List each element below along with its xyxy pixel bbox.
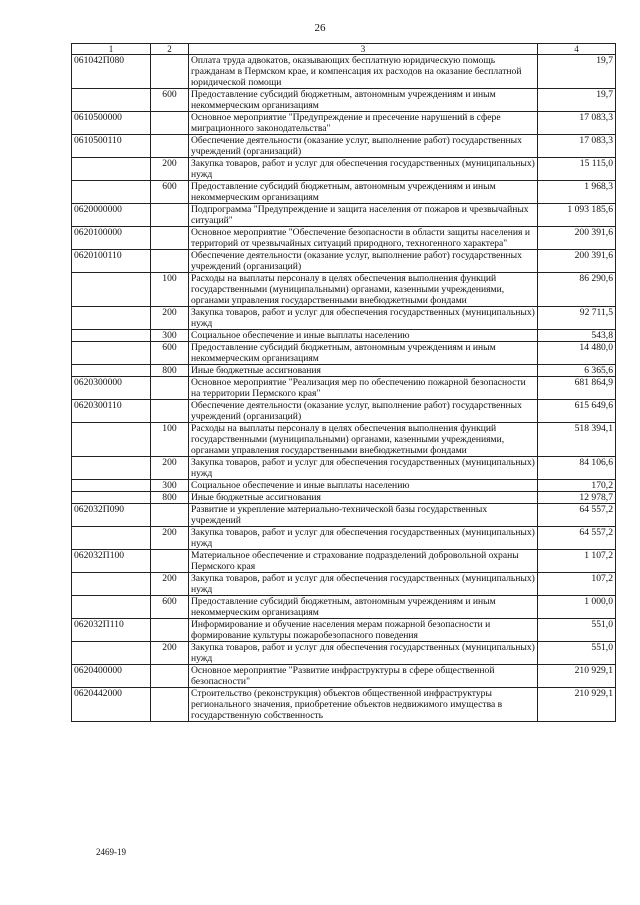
table-row: [72, 112, 616, 135]
row-amount: 84 106,6: [538, 457, 616, 480]
column-header-3: 3: [189, 44, 538, 55]
row-description: Иные бюджетные ассигнования: [189, 365, 538, 377]
table-row: [72, 204, 616, 227]
table-row: [72, 158, 616, 181]
row-amount: 1 968,3: [538, 181, 616, 204]
table-row: [72, 307, 616, 330]
row-expense-type: [151, 112, 189, 135]
table-row: [72, 400, 616, 423]
row-amount: 1 000,0: [538, 596, 616, 619]
row-description: Закупка товаров, работ и услуг для обеспечения государственных (муниципальных) нужд: [189, 573, 538, 596]
row-amount: 518 394,1: [538, 423, 616, 457]
page-number: 26: [314, 22, 326, 34]
row-code: 0620300110: [72, 400, 151, 423]
row-amount: 200 391,6: [538, 250, 616, 273]
row-amount: 210 929,1: [538, 665, 616, 688]
row-expense-type: 600: [151, 181, 189, 204]
table-row: [72, 492, 616, 504]
row-expense-type: 600: [151, 342, 189, 365]
table-row: [72, 273, 616, 307]
budget-table: [71, 43, 616, 722]
column-header-4: 4: [538, 44, 616, 55]
table-row: [72, 423, 616, 457]
row-description: Предоставление субсидий бюджетным, автономным учреждениям и иным некоммерческим организациям: [189, 181, 538, 204]
row-description: Обеспечение деятельности (оказание услуг, выполнение работ) государственных учреждений (организаций): [189, 250, 538, 273]
row-description: Социальное обеспечение и иные выплаты населению: [189, 330, 538, 342]
row-expense-type: [151, 550, 189, 573]
row-description: Закупка товаров, работ и услуг для обеспечения государственных (муниципальных) нужд: [189, 158, 538, 181]
table-row: [72, 250, 616, 273]
row-code: [72, 158, 151, 181]
row-code: [72, 307, 151, 330]
row-expense-type: 300: [151, 480, 189, 492]
table-row: [72, 527, 616, 550]
table-row: [72, 642, 616, 665]
table-row: [72, 573, 616, 596]
row-expense-type: [151, 204, 189, 227]
row-code: 0620100000: [72, 227, 151, 250]
row-expense-type: [151, 135, 189, 158]
table-row: [72, 550, 616, 573]
row-expense-type: 800: [151, 365, 189, 377]
row-amount: 64 557,2: [538, 527, 616, 550]
row-amount: 19,7: [538, 55, 616, 89]
row-description: Иные бюджетные ассигнования: [189, 492, 538, 504]
row-expense-type: 100: [151, 273, 189, 307]
row-description: Расходы на выплаты персоналу в целях обеспечения выполнения функций государственными (муниципальными) органами, казенными учреждениями, органами управления государственными внебюджетными фондами: [189, 423, 538, 457]
row-expense-type: [151, 504, 189, 527]
row-expense-type: 800: [151, 492, 189, 504]
row-description: Предоставление субсидий бюджетным, автономным учреждениям и иным некоммерческим организациям: [189, 89, 538, 112]
row-expense-type: 200: [151, 573, 189, 596]
row-amount: 64 557,2: [538, 504, 616, 527]
row-expense-type: [151, 619, 189, 642]
row-code: 062032П090: [72, 504, 151, 527]
row-expense-type: [151, 400, 189, 423]
row-code: [72, 89, 151, 112]
row-code: 0620000000: [72, 204, 151, 227]
row-expense-type: [151, 250, 189, 273]
row-description: Закупка товаров, работ и услуг для обеспечения государственных (муниципальных) нужд: [189, 307, 538, 330]
row-description: Обеспечение деятельности (оказание услуг, выполнение работ) государственных учреждений (организаций): [189, 135, 538, 158]
row-description: Закупка товаров, работ и услуг для обеспечения государственных (муниципальных) нужд: [189, 457, 538, 480]
row-code: [72, 457, 151, 480]
row-amount: 92 711,5: [538, 307, 616, 330]
row-expense-type: 100: [151, 423, 189, 457]
row-code: 0610500000: [72, 112, 151, 135]
row-code: [72, 273, 151, 307]
row-code: 0610500110: [72, 135, 151, 158]
table-row: [72, 457, 616, 480]
row-amount: 551,0: [538, 642, 616, 665]
row-expense-type: [151, 688, 189, 722]
table-row: [72, 619, 616, 642]
table-row: [72, 504, 616, 527]
row-expense-type: 600: [151, 89, 189, 112]
row-description: Развитие и укрепление материально-технической базы государственных учреждений: [189, 504, 538, 527]
row-code: 061042П080: [72, 55, 151, 89]
table-header-row: [72, 44, 616, 55]
row-description: Подпрограмма "Предупреждение и защита населения от пожаров и чрезвычайных ситуаций": [189, 204, 538, 227]
row-amount: 551,0: [538, 619, 616, 642]
table-row: [72, 227, 616, 250]
document-code: 2469-19: [96, 847, 126, 857]
row-amount: 6 365,6: [538, 365, 616, 377]
row-amount: 170,2: [538, 480, 616, 492]
row-amount: 19,7: [538, 89, 616, 112]
row-expense-type: 200: [151, 642, 189, 665]
row-expense-type: 200: [151, 307, 189, 330]
table-row: [72, 480, 616, 492]
row-description: Основное мероприятие "Обеспечение безопасности в области защиты населения и территорий от чрезвычайных ситуаций природного, техногенного характера": [189, 227, 538, 250]
row-description: Строительство (реконструкция) объектов общественной инфраструктуры регионального значения, приобретение объектов недвижимого имущества в государственную собственность: [189, 688, 538, 722]
row-description: Расходы на выплаты персоналу в целях обеспечения выполнения функций государственными (муниципальными) органами, казенными учреждениями, органами управления государственными внебюджетными фондами: [189, 273, 538, 307]
row-description: Основное мероприятие "Предупреждение и пресечение нарушений в сфере миграционного законодательства": [189, 112, 538, 135]
row-description: Предоставление субсидий бюджетным, автономным учреждениям и иным некоммерческим организациям: [189, 342, 538, 365]
row-amount: 200 391,6: [538, 227, 616, 250]
row-description: Информирование и обучение населения мерам пожарной безопасности и формирование культуры пожаробезопасного поведения: [189, 619, 538, 642]
column-header-2: 2: [151, 44, 189, 55]
row-description: Закупка товаров, работ и услуг для обеспечения государственных (муниципальных) нужд: [189, 527, 538, 550]
row-code: [72, 342, 151, 365]
table-row: [72, 665, 616, 688]
row-code: 0620442000: [72, 688, 151, 722]
row-code: [72, 642, 151, 665]
row-description: Обеспечение деятельности (оказание услуг, выполнение работ) государственных учреждений (организаций): [189, 400, 538, 423]
table-row: [72, 377, 616, 400]
row-amount: 1 093 185,6: [538, 204, 616, 227]
row-amount: 86 290,6: [538, 273, 616, 307]
row-expense-type: [151, 665, 189, 688]
row-amount: 17 083,3: [538, 135, 616, 158]
row-amount: 12 978,7: [538, 492, 616, 504]
row-amount: 107,2: [538, 573, 616, 596]
row-code: [72, 330, 151, 342]
table-row: [72, 55, 616, 89]
row-code: 0620100110: [72, 250, 151, 273]
row-expense-type: 200: [151, 457, 189, 480]
table-row: [72, 181, 616, 204]
row-expense-type: [151, 377, 189, 400]
table-row: [72, 135, 616, 158]
table-row: [72, 688, 616, 722]
row-amount: 15 115,0: [538, 158, 616, 181]
table-row: [72, 342, 616, 365]
row-expense-type: 200: [151, 527, 189, 550]
row-code: [72, 365, 151, 377]
row-amount: 543,8: [538, 330, 616, 342]
row-description: Социальное обеспечение и иные выплаты населению: [189, 480, 538, 492]
row-description: Предоставление субсидий бюджетным, автономным учреждениям и иным некоммерческим организациям: [189, 596, 538, 619]
table-row: [72, 365, 616, 377]
row-expense-type: 600: [151, 596, 189, 619]
row-code: [72, 480, 151, 492]
row-code: [72, 527, 151, 550]
table-row: [72, 596, 616, 619]
row-code: 0620300000: [72, 377, 151, 400]
row-amount: 615 649,6: [538, 400, 616, 423]
row-description: Материальное обеспечение и страхование подразделений добровольной охраны Пермского края: [189, 550, 538, 573]
row-code: [72, 573, 151, 596]
row-description: Основное мероприятие "Реализация мер по обеспечению пожарной безопасности на территории Пермского края": [189, 377, 538, 400]
row-code: [72, 423, 151, 457]
row-expense-type: [151, 55, 189, 89]
row-amount: 1 107,2: [538, 550, 616, 573]
row-expense-type: 200: [151, 158, 189, 181]
row-description: Закупка товаров, работ и услуг для обеспечения государственных (муниципальных) нужд: [189, 642, 538, 665]
row-amount: 210 929,1: [538, 688, 616, 722]
row-expense-type: 300: [151, 330, 189, 342]
row-code: [72, 492, 151, 504]
row-amount: 14 480,0: [538, 342, 616, 365]
row-description: Оплата труда адвокатов, оказывающих бесплатную юридическую помощь гражданам в Пермском крае, и компенсация их расходов на оказание бесплатной юридической помощи: [189, 55, 538, 89]
row-amount: 681 864,9: [538, 377, 616, 400]
row-amount: 17 083,3: [538, 112, 616, 135]
row-code: [72, 596, 151, 619]
table-row: [72, 330, 616, 342]
table-row: [72, 89, 616, 112]
row-code: 0620400000: [72, 665, 151, 688]
row-code: 062032П100: [72, 550, 151, 573]
row-code: [72, 181, 151, 204]
row-expense-type: [151, 227, 189, 250]
column-header-1: 1: [72, 44, 151, 55]
row-description: Основное мероприятие "Развитие инфраструктуры в сфере общественной безопасности": [189, 665, 538, 688]
row-code: 062032П110: [72, 619, 151, 642]
